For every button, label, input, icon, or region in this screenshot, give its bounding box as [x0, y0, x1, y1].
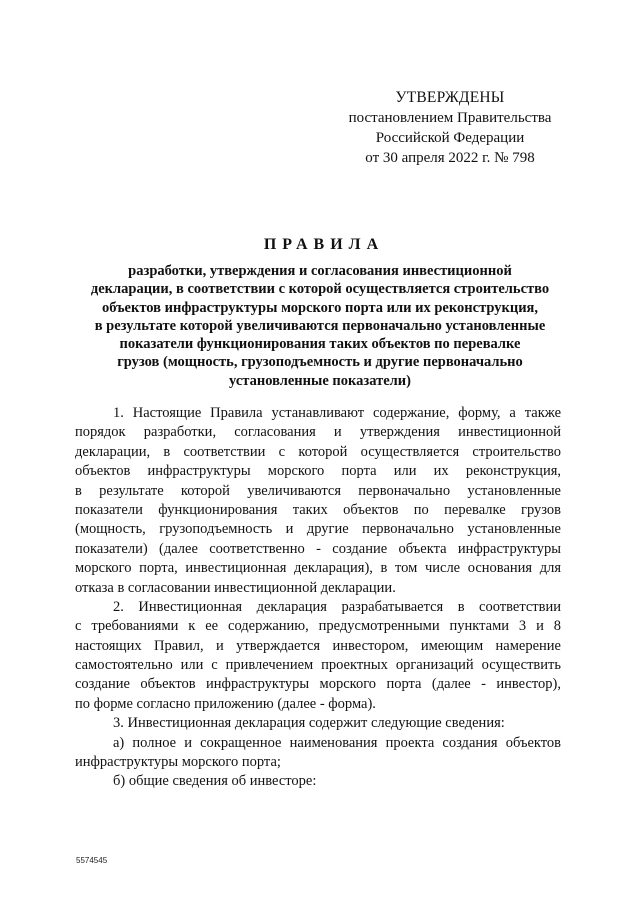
subtitle-line: грузов (мощность, грузоподъемность и другие первоначально [117, 354, 523, 371]
document-subtitle [70, 262, 570, 390]
paragraph-1-line: 1. Настоящие Правила устанавливают содержание, форму, а также [113, 405, 561, 421]
approval-line-1: постановлением Правительства [348, 110, 552, 126]
subtitle-line: установленные показатели) [229, 372, 411, 389]
approval-line-2: Российской Федерации [375, 130, 525, 146]
paragraph-1-line: показатели функционирования таких объектов по перевалке грузов [75, 501, 561, 518]
paragraph-1-line: морского порта, инвестиционная декларация), в том числе основания для [75, 560, 561, 577]
subtitle-line: объектов инфраструктуры морского порта или их реконструкция, [101, 299, 539, 316]
paragraph-3-line: 3. Инвестиционная декларация содержит следующие сведения: [113, 715, 505, 732]
item-a-line: а) полное и сокращенное наименования проекта создания объектов [113, 734, 561, 751]
document-body [75, 404, 561, 792]
paragraph-1-line: показатели) (далее соответственно - создание объекта инфраструктуры [75, 540, 561, 557]
document-code: 5574545 [76, 856, 108, 865]
paragraph-1-line: порядок разработки, согласования и утверждения инвестиционной [75, 424, 561, 441]
document-title: ПРАВИЛА [263, 236, 385, 253]
item-b-line: б) общие сведения об инвесторе: [113, 773, 317, 790]
paragraph-2-line: настоящих Правил, и утверждается инвестором, имеющим намерение [75, 637, 561, 654]
subtitle-line: в результате которой увеличиваются первоначально установленные [94, 317, 546, 334]
subtitle-line: показатели функционирования таких объектов по перевалке [119, 336, 521, 353]
item-a-line: инфраструктуры морского порта; [75, 754, 281, 771]
paragraph-1-line: в результате которой увеличиваются первоначально установленные [75, 482, 561, 499]
subtitle-line: разработки, утверждения и согласования инвестиционной [128, 263, 512, 279]
subtitle-line: декларации, в соответствии с которой осуществляется строительство [90, 281, 550, 298]
paragraph-1-line: (мощность, грузоподъемность и другие первоначально установленные [75, 521, 561, 538]
approval-line-3: от 30 апреля 2022 г. № 798 [365, 150, 535, 166]
paragraph-2-line: с требованиями к ее содержанию, предусмотренными пунктами 3 и 8 [75, 618, 561, 635]
paragraph-1-line: объектов инфраструктуры морского порта или их реконструкция, [75, 463, 561, 480]
paragraph-2-line: создание объектов инфраструктуры морского порта (далее - инвестор), [75, 676, 561, 693]
paragraph-2-line: 2. Инвестиционная декларация разрабатывается в соответствии [113, 598, 561, 615]
paragraph-1-line: отказа в согласовании инвестиционной декларации. [75, 579, 396, 596]
paragraph-1-line: декларации, в соответствии с которой осуществляется строительство [75, 443, 561, 460]
paragraph-2-line: самостоятельно или с привлечением проектных организаций осуществить [75, 657, 561, 674]
approval-block [330, 88, 570, 168]
paragraph-2-line: по форме согласно приложению (далее - форма). [75, 695, 376, 712]
approval-heading: УТВЕРЖДЕНЫ [395, 89, 505, 106]
